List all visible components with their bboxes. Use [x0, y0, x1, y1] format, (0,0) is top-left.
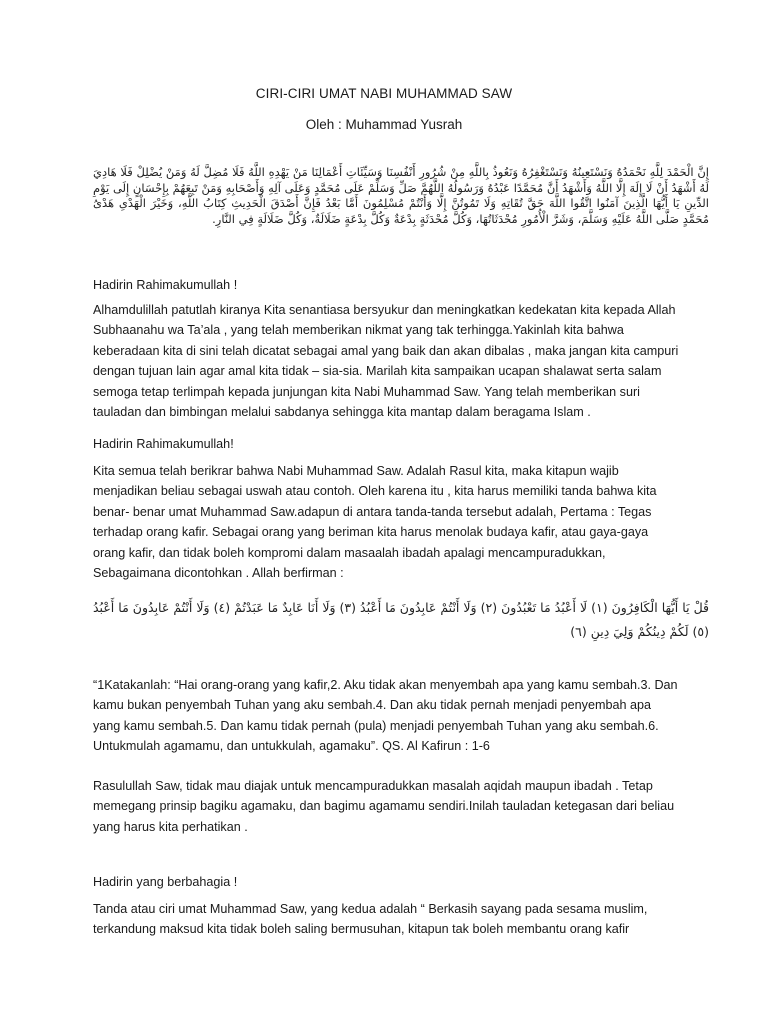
arabic-verse-text: قُلْ يَا أَيُّهَا الْكَافِرُونَ (١) لَا أَعْبُدُ مَا تَعْبُدُونَ (٢) وَلَا أَنْتُمْ عَابِدُونَ مَا أَعْبُدُ (٣) وَلَا أَنَا عَابِدٌ مَا عَبَدْتُمْ (٤) وَلَا أَنْتُمْ عَابِدُونَ مَا أَعْبُدُ (٥) لَكُمْ دِينُكُمْ وَلِيَ دِينِ (٦) — [93, 600, 710, 639]
greeting-1: Hadirin Rahimakumullah ! — [93, 278, 238, 292]
document-author: Oleh : Muhammad Yusrah — [305, 117, 463, 132]
verse-translation: “1Katakanlah: “Hai orang-orang yang kafir,2. Aku tidak akan menyembah apa yang kamu sembah.3. Dan kamu bukan penyembah Tuhan yang aku sembah.4. Dan aku tidak pernah menjadi penyembah apa yang kamu sembah.5. Dan kamu tidak pernah (pula) menjadi penyembah Tuhan yang aku sembah.6. Untukmulah agamamu, dan untukkulah, agamaku”. QS. Al Kafirun : 1-6 — [93, 678, 678, 754]
arabic-opening-text: إِنَّ الْحَمْدَ لِلَّهِ نَحْمَدُهُ وَنَسْتَعِينُهُ وَنَسْتَغْفِرُهُ وَنَعُوذُ بِاللَّهِ مِنْ شُرُورِ أَنْفُسِنَا وَسَيِّئَاتِ أَعْمَالِنَا مَنْ يَهْدِهِ اللَّهُ فَلَا مُضِلَّ لَهُ وَمَنْ يُضْلِلْ فَلَا هَادِيَ لَهُ أَشْهَدُ أَنْ لَا إِلَهَ إِلَّا اللَّهُ وَأَشْهَدُ أَنَّ مُحَمَّدًا عَبْدُهُ وَرَسُولُهُ اللَّهُمَّ صَلِّ وَسَلِّمْ عَلَى مُحَمَّدٍ وَعَلَى آلِهِ وَأَصْحَابِهِ وَمَنْ تَبِعَهُمْ بِإِحْسَانٍ إِلَى يَوْمِ الدِّينِ يَا أَيُّهَا الَّذِينَ آمَنُوا اتَّقُوا اللَّهَ حَقَّ تُقَاتِهِ وَلَا تَمُوتُنَّ إِلَّا وَأَنْتُمْ مُسْلِمُونَ أَمَّا بَعْدُ فَإِنَّ أَصْدَقَ الْحَدِيثِ كِتَابُ اللَّهِ، وَخَيْرَ الْهَدْىِ هَدْىُ مُحَمَّدٍ صَلَّى اللَّهُ عَلَيْهِ وَسَلَّمَ، وَشَرَّ الْأُمُورِ مُحْدَثَاتُهَا، وَكُلَّ مُحْدَثَةٍ بِدْعَةٌ وَكُلَّ بِدْعَةٍ ضَلَالَةٌ، وَكُلَّ ضَلَالَةٍ فِي النَّارِ. — [93, 165, 709, 226]
paragraph-3: Rasulullah Saw, tidak mau diajak untuk mencampuradukkan masalah aqidah maupun ibadah . Tetap memegang prinsip bagiku agamaku, dan bagimu agamamu sendiri.Inilah tauladan ketegasan dari beliau yang harus kita perhatikan . — [93, 779, 675, 834]
paragraph-2: Kita semua telah berikrar bahwa Nabi Muhammad Saw. Adalah Rasul kita, maka kitapun wajib menjadikan beliau sebagai uswah atau contoh. Oleh karena itu , kita harus memiliki tanda bahwa kita benar- benar umat Muhammad Saw.adapun di antara tanda-tanda tersebut adalah, Pertama : Tegas terhadap orang kafir. Sebagai orang yang beriman kita harus menolak budaya kafir, atau gaya-gaya orang kafir, dan tidak boleh kompromi dalam masaalah ibadah apalagi mencampuradukkan, Sebagaimana dicontohkan . Allah berfirman : — [93, 464, 657, 581]
greeting-3: Hadirin yang berbahagia ! — [93, 875, 238, 889]
greeting-2: Hadirin Rahimakumullah! — [93, 437, 234, 451]
document-title: CIRI-CIRI UMAT NABI MUHAMMAD SAW — [255, 86, 513, 101]
paragraph-4: Tanda atau ciri umat Muhammad Saw, yang kedua adalah “ Berkasih sayang pada sesama muslim, terkandung maksud kita tidak boleh saling bermusuhan, kitapun tak boleh membantu orang kafir — [93, 902, 648, 937]
paragraph-1: Alhamdulillah patutlah kiranya Kita senantiasa bersyukur dan meningkatkan kedekatan kita kepada Allah Subhaanahu wa Ta’ala , yang telah memberikan nikmat yang tak terhingga.Yakinlah kita bahwa keberadaan kita di sini telah dicatat sebagai amal yang baik dan akan dibalas , maka jangan kita campuri dengan tujuan lain agar amal kita tidak – sia-sia. Marilah kita sampaikan ucapan shalawat serta salam semoga tetap terlimpah kepada junjungan kita Nabi Muhammad Saw. Yang telah memberikan suri tauladan dan bimbingan melalui sabdanya sehingga kita mantap dalam beragama Islam . — [93, 303, 679, 420]
